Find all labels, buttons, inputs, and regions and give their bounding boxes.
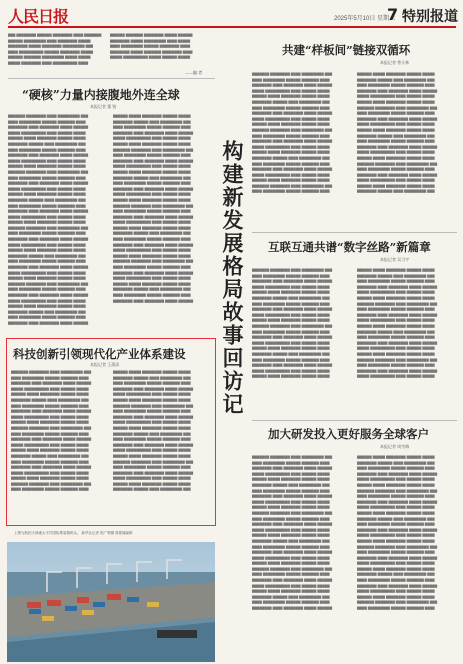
headline-digital: 互联互通共谱“数字丝路”新篇章	[268, 240, 431, 254]
image-caption: 上图为航拍天津港太平洋国际集装箱码头。 新华社记者 邢广利摄 周德闻编制	[14, 531, 133, 535]
article-body: ▇▇▇▇▇▇▇ ▇▇▇▇▇▇▇▇ ▇▇▇▇ ▇▇▇▇▇▇▇▇▇ ▇▇▇ ▇▇▇▇ ▇▇▇▇▇▇▇▇▇ ▇▇▇▇▇▇ ▇▇▇▇▇▇▇ ▇▇▇▇ ▇▇▇▇▇▇▇▇ ▇▇▇▇ ▇▇▇▇▇▇▇▇ ▇▇▇▇▇ ▇▇▇▇▇▇ ▇▇▇▇▇ ▇▇▇▇▇▇▇▇▇▇ ▇▇▇▇ ▇▇▇▇▇▇ ▇▇▇▇▇ ▇▇▇▇▇▇ ▇▇▇▇▇ ▇▇▇▇▇▇▇▇ ▇▇▇▇▇▇ ▇▇▇▇▇ ▇▇▇▇▇▇▇▇ ▇▇▇▇▇▇ ▇▇▇▇ ▇▇▇▇▇▇▇▇▇ ▇▇▇ ▇▇▇▇ ▇▇▇▇▇▇▇▇▇ ▇▇▇▇▇▇ ▇▇▇▇▇▇▇ ▇▇▇▇ ▇▇▇▇▇▇▇▇ ▇▇▇▇ ▇▇▇▇▇▇▇▇ ▇▇▇▇▇ ▇▇▇▇▇▇ ▇▇▇▇▇ ▇▇▇▇▇▇▇▇▇▇ ▇▇▇▇ ▇▇▇▇▇▇ ▇▇▇▇▇ ▇▇▇▇▇▇ ▇▇▇▇▇ ▇▇▇▇▇▇▇▇ ▇▇▇▇▇▇ ▇▇▇▇▇ ▇▇▇▇▇▇▇ ▇▇▇▇▇▇▇▇ ▇▇▇▇ ▇▇▇▇▇▇▇▇▇ ▇▇▇ ▇▇▇▇ ▇▇▇▇▇▇▇▇▇ ▇▇▇▇▇▇ ▇▇▇▇▇▇▇ ▇▇▇▇ ▇▇▇▇▇▇▇▇ ▇▇▇▇ ▇▇▇▇▇▇▇▇ ▇▇▇▇▇ ▇▇▇▇▇▇ ▇▇▇▇▇ ▇▇▇▇▇▇▇▇▇▇ ▇▇▇▇ ▇▇▇▇▇▇ ▇▇▇▇▇ ▇▇▇▇▇▇ ▇▇▇▇▇ ▇▇▇▇▇▇▇▇ ▇▇▇▇▇▇ ▇▇▇▇▇ ▇▇▇▇▇▇▇▇ ▇▇▇▇▇▇ ▇▇▇▇ ▇▇▇▇▇▇▇▇▇ ▇▇▇ ▇▇▇▇ ▇▇▇▇▇▇▇▇▇ ▇▇▇▇▇▇ ▇▇▇▇▇▇▇ ▇▇▇▇ ▇▇▇▇▇▇▇▇ ▇▇▇▇ ▇▇▇▇▇▇▇▇ ▇▇▇▇▇ ▇▇▇▇▇▇ ▇▇▇▇▇ ▇▇▇▇▇▇▇▇▇▇ ▇▇▇▇ ▇▇▇▇▇▇ ▇▇▇▇▇ ▇▇▇▇▇▇ ▇▇▇▇▇ ▇▇▇▇▇▇▇▇ ▇▇▇▇▇▇ ▇▇▇▇▇ ▇▇▇▇▇▇▇ ▇▇▇▇▇▇▇▇ ▇▇▇▇ ▇▇▇▇▇▇▇▇▇ ▇▇▇ ▇▇▇▇ ▇▇▇▇▇▇▇▇▇ ▇▇▇▇▇▇ ▇▇▇▇▇▇▇ ▇▇▇▇	[252, 72, 333, 194]
byline-digital: 本报记者 吴习宇	[380, 257, 410, 262]
byline-global: 本报记者 周雪梅	[380, 444, 410, 449]
port-aerial-image	[7, 542, 215, 662]
article-body: ▇▇▇▇▇▇▇ ▇▇▇▇▇▇▇▇ ▇▇▇▇ ▇▇▇▇▇▇▇▇▇ ▇▇▇ ▇▇▇▇ ▇▇▇▇▇▇▇▇▇ ▇▇▇▇▇▇ ▇▇▇▇▇▇▇ ▇▇▇▇ ▇▇▇▇▇▇▇▇ ▇▇▇▇ ▇▇▇▇▇▇▇▇ ▇▇▇▇▇ ▇▇▇▇▇▇ ▇▇▇▇▇ ▇▇▇▇▇▇▇▇▇▇ ▇▇▇▇ ▇▇▇▇▇▇ ▇▇▇▇▇ ▇▇▇▇▇▇ ▇▇▇▇▇ ▇▇▇▇▇▇▇▇ ▇▇▇▇▇▇ ▇▇▇▇▇ ▇▇▇▇▇▇▇▇ ▇▇▇▇▇▇ ▇▇▇▇ ▇▇▇▇▇▇▇▇▇ ▇▇▇ ▇▇▇▇ ▇▇▇▇▇▇▇▇▇ ▇▇▇▇▇▇ ▇▇▇▇▇▇▇ ▇▇▇▇ ▇▇▇▇▇▇▇▇ ▇▇▇▇ ▇▇▇▇▇▇▇▇ ▇▇▇▇▇ ▇▇▇▇▇▇ ▇▇▇▇▇ ▇▇▇▇▇▇▇▇▇▇ ▇▇▇▇ ▇▇▇▇▇▇ ▇▇▇▇▇ ▇▇▇▇▇▇ ▇▇▇▇▇ ▇▇▇▇▇▇▇▇ ▇▇▇▇▇▇ ▇▇▇▇▇ ▇▇▇▇▇▇▇ ▇▇▇▇▇▇▇▇ ▇▇▇▇ ▇▇▇▇▇▇▇▇▇ ▇▇▇ ▇▇▇▇ ▇▇▇▇▇▇▇▇▇ ▇▇▇▇▇▇ ▇▇▇▇▇▇▇ ▇▇▇▇ ▇▇▇▇▇▇▇▇ ▇▇▇▇ ▇▇▇▇▇▇▇▇ ▇▇▇▇▇ ▇▇▇▇▇▇ ▇▇▇▇▇ ▇▇▇▇▇▇▇▇▇▇ ▇▇▇▇ ▇▇▇▇▇▇ ▇▇▇▇▇ ▇▇▇▇▇▇ ▇▇▇▇▇ ▇▇▇▇▇▇▇▇ ▇▇▇▇▇▇ ▇▇▇▇▇ ▇▇▇▇▇▇▇▇ ▇▇▇▇▇▇ ▇▇▇▇ ▇▇▇▇▇▇▇▇▇ ▇▇▇ ▇▇▇▇ ▇▇▇▇▇▇▇▇▇ ▇▇▇▇▇▇ ▇▇▇▇▇▇▇ ▇▇▇▇ ▇▇▇▇▇▇▇▇ ▇▇▇▇ ▇▇▇▇▇▇▇▇ ▇▇▇▇▇ ▇▇▇▇▇▇ ▇▇▇▇▇ ▇▇▇▇▇▇▇▇▇▇ ▇▇▇▇ ▇▇▇▇▇▇ ▇▇▇▇▇ ▇▇▇▇▇▇ ▇▇▇▇▇ ▇▇▇▇▇▇▇▇ ▇▇▇▇▇▇ ▇▇▇▇▇ ▇▇▇▇▇▇▇ ▇▇▇▇▇▇▇▇ ▇▇▇▇ ▇▇▇▇▇▇▇▇▇ ▇▇▇ ▇▇▇▇ ▇▇▇▇▇▇▇▇▇ ▇▇▇▇▇▇ ▇▇▇▇▇▇▇ ▇▇▇▇ ▇▇▇▇▇▇▇▇ ▇▇▇▇ ▇▇▇▇▇▇▇▇ ▇▇▇▇▇ ▇▇▇▇▇▇ ▇▇▇▇▇ ▇▇▇▇▇▇▇▇▇▇ ▇▇▇▇ ▇▇▇▇▇▇ ▇▇▇▇▇ ▇▇▇▇▇▇ ▇▇▇▇▇ ▇▇▇▇▇▇▇▇ ▇▇▇▇▇▇ ▇▇▇▇▇ ▇▇▇▇▇▇▇▇ ▇▇▇▇▇▇ ▇▇▇▇ ▇▇▇▇▇▇▇▇▇ ▇▇▇ ▇▇▇▇ ▇▇▇▇▇▇▇▇▇ ▇▇▇▇▇▇ ▇▇▇▇▇▇▇ ▇▇▇▇ ▇▇▇▇▇▇▇▇ ▇▇▇▇ ▇▇▇▇▇▇▇▇ ▇▇▇▇▇ ▇▇▇▇▇▇ ▇▇▇▇▇ ▇▇▇▇▇▇▇▇▇▇ ▇▇▇▇ ▇▇▇▇▇▇ ▇▇▇▇▇ ▇▇▇▇▇▇ ▇▇▇▇▇ ▇▇▇▇▇▇▇▇ ▇▇▇▇▇▇ ▇▇▇▇▇ ▇▇▇▇▇▇▇ ▇▇▇▇▇▇▇▇ ▇▇▇▇ ▇▇▇▇▇▇▇▇▇ ▇▇▇ ▇▇▇▇ ▇▇▇▇▇▇▇▇▇ ▇▇▇▇▇▇ ▇▇▇▇▇▇▇ ▇▇▇▇ ▇▇▇▇▇▇▇▇ ▇▇▇▇ ▇▇▇▇▇▇▇▇ ▇▇▇▇▇ ▇▇▇▇▇▇ ▇▇▇▇▇ ▇▇▇▇▇▇▇▇▇▇ ▇▇▇▇ ▇▇▇▇▇▇ ▇▇▇▇▇ ▇▇▇▇▇▇ ▇▇▇▇▇ ▇▇▇▇▇▇▇▇ ▇▇▇▇▇▇ ▇▇▇▇▇ ▇▇▇▇▇▇▇▇ ▇▇▇▇▇▇ ▇▇▇▇ ▇▇▇▇▇▇▇▇▇ ▇▇▇ ▇▇▇▇ ▇▇▇▇▇▇▇▇▇ ▇▇▇▇▇▇ ▇▇▇▇▇▇▇ ▇▇▇▇ ▇▇▇▇▇▇▇▇ ▇▇▇▇ ▇▇▇▇▇▇▇▇ ▇▇▇▇▇ ▇▇▇▇▇▇	[8, 114, 89, 325]
article-body: ▇▇▇▇▇▇▇ ▇▇▇▇▇▇▇▇ ▇▇▇▇ ▇▇▇▇▇▇▇▇▇ ▇▇▇ ▇▇▇▇ ▇▇▇▇▇▇▇▇▇ ▇▇▇▇▇▇ ▇▇▇▇▇▇▇ ▇▇▇▇ ▇▇▇▇▇▇▇▇ ▇▇▇▇ ▇▇▇▇▇▇▇▇ ▇▇▇▇▇ ▇▇▇▇▇▇ ▇▇▇▇▇ ▇▇▇▇▇▇▇▇▇▇ ▇▇▇▇ ▇▇▇▇▇▇ ▇▇▇▇▇ ▇▇▇▇▇▇ ▇▇▇▇▇ ▇▇▇▇▇▇▇▇ ▇▇▇▇▇▇ ▇▇▇▇▇ ▇▇▇▇▇▇▇▇ ▇▇▇▇▇▇ ▇▇▇▇ ▇▇▇▇▇▇▇▇▇ ▇▇▇ ▇▇▇▇ ▇▇▇▇▇▇▇▇▇ ▇▇▇▇▇▇ ▇▇▇▇▇▇▇ ▇▇▇▇ ▇▇▇▇▇▇▇▇ ▇▇▇▇ ▇▇▇▇▇▇▇▇ ▇▇▇▇▇ ▇▇▇▇▇▇ ▇▇▇▇▇ ▇▇▇▇▇▇▇▇▇▇ ▇▇▇▇ ▇▇▇▇▇▇ ▇▇▇▇▇ ▇▇▇▇▇▇ ▇▇▇▇▇ ▇▇▇▇▇▇▇▇ ▇▇▇▇▇▇ ▇▇▇▇▇ ▇▇▇▇▇▇▇ ▇▇▇▇▇▇▇▇ ▇▇▇▇ ▇▇▇▇▇▇▇▇▇ ▇▇▇ ▇▇▇▇ ▇▇▇▇▇▇▇▇▇ ▇▇▇▇▇▇ ▇▇▇▇▇▇▇ ▇▇▇▇ ▇▇▇▇▇▇▇▇ ▇▇▇▇ ▇▇▇▇▇▇▇▇ ▇▇▇▇▇ ▇▇▇▇▇▇ ▇▇▇▇▇ ▇▇▇▇▇▇▇▇▇▇ ▇▇▇▇ ▇▇▇▇▇▇ ▇▇▇▇▇ ▇▇▇▇▇▇ ▇▇▇▇▇ ▇▇▇▇▇▇▇▇ ▇▇▇▇▇▇ ▇▇▇▇▇ ▇▇▇▇▇▇▇▇ ▇▇▇▇▇▇ ▇▇▇▇ ▇▇▇▇▇▇▇▇▇ ▇▇▇ ▇▇▇▇ ▇▇▇▇▇▇▇▇▇ ▇▇▇▇▇▇ ▇▇▇▇▇▇▇ ▇▇▇▇ ▇▇▇▇▇▇▇▇ ▇▇▇▇ ▇▇▇▇▇▇▇▇ ▇▇▇▇▇ ▇▇▇▇▇▇ ▇▇▇▇▇ ▇▇▇▇▇▇▇▇▇▇ ▇▇▇▇ ▇▇▇▇▇▇ ▇▇▇▇▇ ▇▇▇▇▇▇ ▇▇▇▇▇ ▇▇▇▇▇▇▇▇ ▇▇▇▇▇▇ ▇▇▇▇▇ ▇▇▇▇▇▇▇ ▇▇▇▇▇▇▇▇ ▇▇▇▇ ▇▇▇▇▇▇▇▇▇ ▇▇▇ ▇▇▇▇ ▇▇▇▇▇▇▇▇▇ ▇▇▇▇▇▇ ▇▇▇▇▇▇▇ ▇▇▇▇ ▇▇▇▇▇▇▇▇ ▇▇▇▇ ▇▇▇▇▇▇▇▇ ▇▇▇▇▇ ▇▇▇▇▇▇ ▇▇▇▇▇ ▇▇▇▇▇▇▇▇▇▇ ▇▇▇▇ ▇▇▇▇▇▇ ▇▇▇▇▇ ▇▇▇▇▇▇ ▇▇▇▇▇ ▇▇▇▇▇▇▇▇ ▇▇▇▇▇▇ ▇▇▇▇▇ ▇▇▇▇▇▇▇▇ ▇▇▇▇▇▇ ▇▇▇▇ ▇▇▇▇▇▇▇▇▇ ▇▇▇ ▇▇▇▇ ▇▇▇▇▇▇▇▇▇ ▇▇▇▇▇▇ ▇▇▇▇▇▇▇ ▇▇▇▇ ▇▇▇▇▇▇▇▇ ▇▇▇▇ ▇▇▇▇▇▇▇▇ ▇▇▇▇▇ ▇▇▇▇▇▇	[252, 455, 333, 611]
byline-win-win: 本报记者 曾天林	[380, 60, 410, 65]
divider	[8, 78, 215, 79]
divider	[252, 232, 457, 233]
intro-text-2: ▇▇▇▇▇▇ ▇▇▇▇▇▇▇ ▇▇▇▇▇▇▇▇ ▇▇▇▇▇ ▇▇▇▇▇▇ ▇▇▇▇▇▇▇▇ ▇▇▇▇▇ ▇▇▇▇▇▇▇▇▇ ▇▇▇▇ ▇▇▇▇▇ ▇▇▇▇ ▇▇▇▇▇▇▇▇▇ ▇▇▇▇▇▇ ▇▇▇▇▇▇▇▇ ▇▇▇▇ ▇▇▇▇▇▇▇▇ ▇▇▇▇▇ ▇▇▇▇▇▇▇ ▇▇▇▇▇▇▇▇ ▇▇▇▇ ▇▇▇▇▇ ▇▇▇▇▇▇▇▇▇▇ ▇▇▇▇▇ ▇▇▇▇▇▇ ▇▇▇▇▇	[110, 33, 193, 60]
section-title: 特别报道	[402, 9, 458, 25]
intro-text: ▇▇▇ ▇▇▇▇▇▇▇▇ ▇▇▇▇▇▇ ▇▇▇▇▇▇▇▇ ▇▇▇▇ ▇▇▇▇▇▇▇ ▇▇▇▇▇▇ ▇▇▇▇▇▇▇▇▇ ▇▇▇▇ ▇▇▇▇▇▇▇▇ ▇▇▇▇▇ ▇▇▇▇▇▇▇▇ ▇▇▇▇▇ ▇▇▇▇▇▇▇▇ ▇▇▇▇▇▇▇▇▇ ▇▇▇ ▇▇▇▇ ▇▇▇▇▇▇▇▇▇▇ ▇▇▇▇▇▇ ▇▇▇▇▇▇▇▇ ▇▇▇▇▇ ▇▇▇▇▇▇ ▇▇▇▇▇▇▇ ▇▇▇▇▇▇▇▇▇ ▇▇▇▇▇ ▇▇▇▇▇ ▇▇▇▇▇ ▇▇▇▇▇▇▇▇ ▇▇▇▇ ▇▇▇▇▇▇▇▇▇▇ ▇▇▇▇	[8, 33, 102, 65]
masthead	[4, 4, 459, 26]
article-body: ▇▇▇▇▇▇ ▇▇▇▇▇ ▇▇▇▇▇▇▇▇ ▇▇▇▇▇▇ ▇▇▇▇▇ ▇▇▇▇▇▇▇▇ ▇▇▇▇▇▇ ▇▇▇▇ ▇▇▇▇▇▇▇▇▇ ▇▇▇ ▇▇▇▇ ▇▇▇▇▇▇▇▇▇ ▇▇▇▇▇▇ ▇▇▇▇▇▇▇ ▇▇▇▇ ▇▇▇▇▇▇▇▇ ▇▇▇▇ ▇▇▇▇▇▇▇▇ ▇▇▇▇▇ ▇▇▇▇▇▇ ▇▇▇▇▇ ▇▇▇▇▇▇▇▇▇▇ ▇▇▇▇ ▇▇▇▇▇▇ ▇▇▇▇▇ ▇▇▇▇▇▇ ▇▇▇▇▇ ▇▇▇▇▇▇▇▇ ▇▇▇▇▇▇ ▇▇▇▇▇ ▇▇▇▇▇▇▇ ▇▇▇▇▇▇▇▇ ▇▇▇▇ ▇▇▇▇▇▇▇▇▇ ▇▇▇ ▇▇▇▇ ▇▇▇▇▇▇▇▇▇ ▇▇▇▇▇▇ ▇▇▇▇▇▇▇ ▇▇▇▇ ▇▇▇▇▇▇▇▇ ▇▇▇▇ ▇▇▇▇▇▇▇▇ ▇▇▇▇▇ ▇▇▇▇▇▇ ▇▇▇▇▇ ▇▇▇▇▇▇▇▇▇▇ ▇▇▇▇ ▇▇▇▇▇▇ ▇▇▇▇▇ ▇▇▇▇▇▇ ▇▇▇▇▇ ▇▇▇▇▇▇▇▇ ▇▇▇▇▇▇ ▇▇▇▇▇ ▇▇▇▇▇▇▇▇ ▇▇▇▇▇▇ ▇▇▇▇ ▇▇▇▇▇▇▇▇▇ ▇▇▇ ▇▇▇▇ ▇▇▇▇▇▇▇▇▇ ▇▇▇▇▇▇ ▇▇▇▇▇▇▇ ▇▇▇▇ ▇▇▇▇▇▇▇▇ ▇▇▇▇ ▇▇▇▇▇▇▇▇ ▇▇▇▇▇ ▇▇▇▇▇▇ ▇▇▇▇▇ ▇▇▇▇▇▇▇▇▇▇ ▇▇▇▇ ▇▇▇▇▇▇ ▇▇▇▇▇ ▇▇▇▇▇▇ ▇▇▇▇▇ ▇▇▇▇▇▇▇▇ ▇▇▇▇▇▇ ▇▇▇▇▇ ▇▇▇▇▇▇▇ ▇▇▇▇▇▇▇▇ ▇▇▇▇ ▇▇▇▇▇▇▇▇▇ ▇▇▇ ▇▇▇▇ ▇▇▇▇▇▇▇▇▇ ▇▇▇▇▇▇ ▇▇▇▇▇▇▇ ▇▇▇▇ ▇▇▇▇▇▇▇▇ ▇▇▇▇ ▇▇▇▇▇▇▇▇ ▇▇▇▇▇ ▇▇▇▇▇▇ ▇▇▇▇▇ ▇▇▇▇▇▇▇▇▇▇ ▇▇▇▇ ▇▇▇▇▇▇ ▇▇▇▇▇ ▇▇▇▇▇▇ ▇▇▇▇▇ ▇▇▇▇▇▇▇▇ ▇▇▇▇▇▇ ▇▇▇▇▇ ▇▇▇▇▇▇▇▇ ▇▇▇▇▇▇ ▇▇▇▇ ▇▇▇▇▇▇▇▇▇ ▇▇▇ ▇▇▇▇ ▇▇▇▇▇▇▇▇▇ ▇▇▇▇▇▇ ▇▇▇▇▇▇▇ ▇▇▇▇ ▇▇▇▇▇▇▇▇ ▇▇▇▇ ▇▇▇▇▇▇▇▇ ▇▇▇▇▇ ▇▇▇▇▇▇ ▇▇▇▇▇ ▇▇▇▇▇▇▇▇▇▇ ▇▇▇▇ ▇▇▇▇▇▇ ▇▇▇▇▇ ▇▇▇▇▇▇ ▇▇▇▇▇ ▇▇▇▇▇▇▇▇ ▇▇▇▇▇▇ ▇▇▇▇▇ ▇▇▇▇▇▇▇ ▇▇▇▇▇▇▇▇ ▇▇▇▇ ▇▇▇▇▇▇▇▇▇ ▇▇▇ ▇▇▇▇ ▇▇▇▇▇▇▇▇▇ ▇▇▇▇▇▇ ▇▇▇▇▇▇▇ ▇▇▇▇ ▇▇▇▇▇▇▇▇ ▇▇▇▇ ▇▇▇▇▇▇▇▇ ▇▇▇▇▇ ▇▇▇▇▇▇ ▇▇▇▇▇ ▇▇▇▇▇▇▇▇▇▇ ▇▇▇▇ ▇▇▇▇▇▇ ▇▇▇▇▇ ▇▇▇▇▇▇ ▇▇▇▇▇ ▇▇▇▇▇▇▇▇ ▇▇▇▇▇▇ ▇▇▇▇▇ ▇▇▇▇▇▇▇▇ ▇▇▇▇▇▇ ▇▇▇▇ ▇▇▇▇▇▇▇▇▇ ▇▇▇ ▇▇▇▇ ▇▇▇▇▇▇▇▇▇ ▇▇▇▇▇▇ ▇▇▇▇▇▇▇ ▇▇▇▇ ▇▇▇▇▇▇▇▇ ▇▇▇▇ ▇▇▇▇▇▇▇▇ ▇▇▇▇▇ ▇▇▇▇▇▇	[113, 114, 194, 303]
divider	[252, 420, 457, 421]
masthead-rule	[8, 26, 456, 28]
issue-date: 2025年5月10日 星期六	[334, 16, 396, 22]
headline-global: 加大研发投入更好服务全球客户	[268, 427, 429, 441]
headline-win-win: 共建“样板间”链接双循环	[282, 43, 411, 57]
byline-tech: 本报记者 王蒲清	[90, 362, 120, 367]
article-body: ▇▇▇▇▇▇▇ ▇▇▇▇▇▇▇▇ ▇▇▇▇ ▇▇▇▇▇▇▇▇▇ ▇▇▇ ▇▇▇▇ ▇▇▇▇▇▇▇▇▇ ▇▇▇▇▇▇ ▇▇▇▇▇▇▇ ▇▇▇▇ ▇▇▇▇▇▇▇▇ ▇▇▇▇ ▇▇▇▇▇▇▇▇ ▇▇▇▇▇ ▇▇▇▇▇▇ ▇▇▇▇▇ ▇▇▇▇▇▇▇▇▇▇ ▇▇▇▇ ▇▇▇▇▇▇ ▇▇▇▇▇ ▇▇▇▇▇▇ ▇▇▇▇▇ ▇▇▇▇▇▇▇▇ ▇▇▇▇▇▇ ▇▇▇▇▇ ▇▇▇▇▇▇▇▇ ▇▇▇▇▇▇ ▇▇▇▇ ▇▇▇▇▇▇▇▇▇ ▇▇▇ ▇▇▇▇ ▇▇▇▇▇▇▇▇▇ ▇▇▇▇▇▇ ▇▇▇▇▇▇▇ ▇▇▇▇ ▇▇▇▇▇▇▇▇ ▇▇▇▇ ▇▇▇▇▇▇▇▇ ▇▇▇▇▇ ▇▇▇▇▇▇ ▇▇▇▇▇ ▇▇▇▇▇▇▇▇▇▇ ▇▇▇▇ ▇▇▇▇▇▇ ▇▇▇▇▇ ▇▇▇▇▇▇ ▇▇▇▇▇ ▇▇▇▇▇▇▇▇ ▇▇▇▇▇▇ ▇▇▇▇▇ ▇▇▇▇▇▇▇ ▇▇▇▇▇▇▇▇ ▇▇▇▇ ▇▇▇▇▇▇▇▇▇ ▇▇▇ ▇▇▇▇ ▇▇▇▇▇▇▇▇▇ ▇▇▇▇▇▇ ▇▇▇▇▇▇▇ ▇▇▇▇ ▇▇▇▇▇▇▇▇ ▇▇▇▇ ▇▇▇▇▇▇▇▇ ▇▇▇▇▇ ▇▇▇▇▇▇ ▇▇▇▇▇ ▇▇▇▇▇▇▇▇▇▇ ▇▇▇▇ ▇▇▇▇▇▇ ▇▇▇▇▇ ▇▇▇▇▇▇ ▇▇▇▇▇ ▇▇▇▇▇▇▇▇ ▇▇▇▇▇▇ ▇▇▇▇▇ ▇▇▇▇▇▇▇▇ ▇▇▇▇▇▇ ▇▇▇▇ ▇▇▇▇▇▇▇▇▇ ▇▇▇ ▇▇▇▇ ▇▇▇▇▇▇▇▇▇ ▇▇▇▇▇▇ ▇▇▇▇▇▇▇ ▇▇▇▇ ▇▇▇▇▇▇▇▇ ▇▇▇▇ ▇▇▇▇▇▇▇▇ ▇▇▇▇▇ ▇▇▇▇▇▇ ▇▇▇▇▇ ▇▇▇▇▇▇▇▇▇▇ ▇▇▇▇ ▇▇▇▇▇▇ ▇▇▇▇▇ ▇▇▇▇▇▇ ▇▇▇▇▇ ▇▇▇▇▇▇▇▇ ▇▇▇▇▇▇ ▇▇▇▇▇ ▇▇▇▇▇▇▇ ▇▇▇▇▇▇▇▇ ▇▇▇▇ ▇▇▇▇▇▇▇▇▇ ▇▇▇ ▇▇▇▇ ▇▇▇▇▇▇▇▇▇ ▇▇▇▇▇▇ ▇▇▇▇▇▇▇ ▇▇▇▇	[11, 370, 92, 492]
editor-signature: ——编 者	[185, 70, 203, 75]
article-body: ▇▇▇▇▇▇ ▇▇▇▇▇ ▇▇▇▇▇▇▇▇ ▇▇▇▇▇▇ ▇▇▇▇▇ ▇▇▇▇▇▇▇▇ ▇▇▇▇▇▇ ▇▇▇▇ ▇▇▇▇▇▇▇▇▇ ▇▇▇ ▇▇▇▇ ▇▇▇▇▇▇▇▇▇ ▇▇▇▇▇▇ ▇▇▇▇▇▇▇ ▇▇▇▇ ▇▇▇▇▇▇▇▇ ▇▇▇▇ ▇▇▇▇▇▇▇▇ ▇▇▇▇▇ ▇▇▇▇▇▇ ▇▇▇▇▇ ▇▇▇▇▇▇▇▇▇▇ ▇▇▇▇ ▇▇▇▇▇▇ ▇▇▇▇▇ ▇▇▇▇▇▇ ▇▇▇▇▇ ▇▇▇▇▇▇▇▇ ▇▇▇▇▇▇ ▇▇▇▇▇ ▇▇▇▇▇▇▇ ▇▇▇▇▇▇▇▇ ▇▇▇▇ ▇▇▇▇▇▇▇▇▇ ▇▇▇ ▇▇▇▇ ▇▇▇▇▇▇▇▇▇ ▇▇▇▇▇▇ ▇▇▇▇▇▇▇ ▇▇▇▇ ▇▇▇▇▇▇▇▇ ▇▇▇▇ ▇▇▇▇▇▇▇▇ ▇▇▇▇▇ ▇▇▇▇▇▇ ▇▇▇▇▇ ▇▇▇▇▇▇▇▇▇▇ ▇▇▇▇ ▇▇▇▇▇▇ ▇▇▇▇▇ ▇▇▇▇▇▇ ▇▇▇▇▇ ▇▇▇▇▇▇▇▇ ▇▇▇▇▇▇ ▇▇▇▇▇ ▇▇▇▇▇▇▇▇ ▇▇▇▇▇▇ ▇▇▇▇ ▇▇▇▇▇▇▇▇▇ ▇▇▇ ▇▇▇▇ ▇▇▇▇▇▇▇▇▇ ▇▇▇▇▇▇ ▇▇▇▇▇▇▇ ▇▇▇▇ ▇▇▇▇▇▇▇▇ ▇▇▇▇ ▇▇▇▇▇▇▇▇ ▇▇▇▇▇ ▇▇▇▇▇▇ ▇▇▇▇▇ ▇▇▇▇▇▇▇▇▇▇ ▇▇▇▇ ▇▇▇▇▇▇ ▇▇▇▇▇ ▇▇▇▇▇▇ ▇▇▇▇▇ ▇▇▇▇▇▇▇▇ ▇▇▇▇▇▇ ▇▇▇▇▇ ▇▇▇▇▇▇▇ ▇▇▇▇▇▇▇▇ ▇▇▇▇ ▇▇▇▇▇▇▇▇▇ ▇▇▇ ▇▇▇▇ ▇▇▇▇▇▇▇▇▇ ▇▇▇▇▇▇ ▇▇▇▇▇▇▇ ▇▇▇▇ ▇▇▇▇▇▇▇▇ ▇▇▇▇ ▇▇▇▇▇▇▇▇ ▇▇▇▇▇ ▇▇▇▇▇▇ ▇▇▇▇▇ ▇▇▇▇▇▇▇▇▇▇ ▇▇▇▇ ▇▇▇▇▇▇ ▇▇▇▇▇	[357, 268, 438, 379]
article-body: ▇▇▇▇▇▇▇ ▇▇▇▇▇▇▇▇ ▇▇▇▇ ▇▇▇▇▇▇▇▇▇ ▇▇▇ ▇▇▇▇ ▇▇▇▇▇▇▇▇▇ ▇▇▇▇▇▇ ▇▇▇▇▇▇▇ ▇▇▇▇ ▇▇▇▇▇▇▇▇ ▇▇▇▇ ▇▇▇▇▇▇▇▇ ▇▇▇▇▇ ▇▇▇▇▇▇ ▇▇▇▇▇ ▇▇▇▇▇▇▇▇▇▇ ▇▇▇▇ ▇▇▇▇▇▇ ▇▇▇▇▇ ▇▇▇▇▇▇ ▇▇▇▇▇ ▇▇▇▇▇▇▇▇ ▇▇▇▇▇▇ ▇▇▇▇▇ ▇▇▇▇▇▇▇▇ ▇▇▇▇▇▇ ▇▇▇▇ ▇▇▇▇▇▇▇▇▇ ▇▇▇ ▇▇▇▇ ▇▇▇▇▇▇▇▇▇ ▇▇▇▇▇▇ ▇▇▇▇▇▇▇ ▇▇▇▇ ▇▇▇▇▇▇▇▇ ▇▇▇▇ ▇▇▇▇▇▇▇▇ ▇▇▇▇▇ ▇▇▇▇▇▇ ▇▇▇▇▇ ▇▇▇▇▇▇▇▇▇▇ ▇▇▇▇ ▇▇▇▇▇▇ ▇▇▇▇▇ ▇▇▇▇▇▇ ▇▇▇▇▇ ▇▇▇▇▇▇▇▇ ▇▇▇▇▇▇ ▇▇▇▇▇ ▇▇▇▇▇▇▇ ▇▇▇▇▇▇▇▇ ▇▇▇▇ ▇▇▇▇▇▇▇▇▇ ▇▇▇ ▇▇▇▇ ▇▇▇▇▇▇▇▇▇ ▇▇▇▇▇▇ ▇▇▇▇▇▇▇ ▇▇▇▇ ▇▇▇▇▇▇▇▇ ▇▇▇▇ ▇▇▇▇▇▇▇▇ ▇▇▇▇▇ ▇▇▇▇▇▇ ▇▇▇▇▇ ▇▇▇▇▇▇▇▇▇▇ ▇▇▇▇ ▇▇▇▇▇▇ ▇▇▇▇▇ ▇▇▇▇▇▇ ▇▇▇▇▇ ▇▇▇▇▇▇▇▇ ▇▇▇▇▇▇ ▇▇▇▇▇ ▇▇▇▇▇▇▇▇ ▇▇▇▇▇▇ ▇▇▇▇ ▇▇▇▇▇▇▇▇▇ ▇▇▇ ▇▇▇▇ ▇▇▇▇▇▇▇▇▇ ▇▇▇▇▇▇ ▇▇▇▇▇▇▇ ▇▇▇▇ ▇▇▇▇▇▇▇▇ ▇▇▇▇ ▇▇▇▇▇▇▇▇ ▇▇▇▇▇ ▇▇▇▇▇▇ ▇▇▇▇▇ ▇▇▇▇▇▇▇▇▇▇ ▇▇▇▇ ▇▇▇▇▇▇ ▇▇▇▇▇ ▇▇▇▇▇▇ ▇▇▇▇▇ ▇▇▇▇▇▇▇▇ ▇▇▇▇▇▇ ▇▇▇▇▇	[252, 268, 333, 379]
article-body: ▇▇▇▇▇▇ ▇▇▇▇▇ ▇▇▇▇▇▇▇▇ ▇▇▇▇▇▇ ▇▇▇▇▇ ▇▇▇▇▇▇▇▇ ▇▇▇▇▇▇ ▇▇▇▇ ▇▇▇▇▇▇▇▇▇ ▇▇▇ ▇▇▇▇ ▇▇▇▇▇▇▇▇▇ ▇▇▇▇▇▇ ▇▇▇▇▇▇▇ ▇▇▇▇ ▇▇▇▇▇▇▇▇ ▇▇▇▇ ▇▇▇▇▇▇▇▇ ▇▇▇▇▇ ▇▇▇▇▇▇ ▇▇▇▇▇ ▇▇▇▇▇▇▇▇▇▇ ▇▇▇▇ ▇▇▇▇▇▇ ▇▇▇▇▇ ▇▇▇▇▇▇ ▇▇▇▇▇ ▇▇▇▇▇▇▇▇ ▇▇▇▇▇▇ ▇▇▇▇▇ ▇▇▇▇▇▇▇ ▇▇▇▇▇▇▇▇ ▇▇▇▇ ▇▇▇▇▇▇▇▇▇ ▇▇▇ ▇▇▇▇ ▇▇▇▇▇▇▇▇▇ ▇▇▇▇▇▇ ▇▇▇▇▇▇▇ ▇▇▇▇ ▇▇▇▇▇▇▇▇ ▇▇▇▇ ▇▇▇▇▇▇▇▇ ▇▇▇▇▇ ▇▇▇▇▇▇ ▇▇▇▇▇ ▇▇▇▇▇▇▇▇▇▇ ▇▇▇▇ ▇▇▇▇▇▇ ▇▇▇▇▇ ▇▇▇▇▇▇ ▇▇▇▇▇ ▇▇▇▇▇▇▇▇ ▇▇▇▇▇▇ ▇▇▇▇▇ ▇▇▇▇▇▇▇▇ ▇▇▇▇▇▇ ▇▇▇▇ ▇▇▇▇▇▇▇▇▇ ▇▇▇ ▇▇▇▇ ▇▇▇▇▇▇▇▇▇ ▇▇▇▇▇▇ ▇▇▇▇▇▇▇ ▇▇▇▇ ▇▇▇▇▇▇▇▇ ▇▇▇▇ ▇▇▇▇▇▇▇▇ ▇▇▇▇▇ ▇▇▇▇▇▇ ▇▇▇▇▇ ▇▇▇▇▇▇▇▇▇▇ ▇▇▇▇ ▇▇▇▇▇▇ ▇▇▇▇▇ ▇▇▇▇▇▇ ▇▇▇▇▇ ▇▇▇▇▇▇▇▇ ▇▇▇▇▇▇ ▇▇▇▇▇ ▇▇▇▇▇▇▇ ▇▇▇▇▇▇▇▇ ▇▇▇▇ ▇▇▇▇▇▇▇▇▇ ▇▇▇ ▇▇▇▇ ▇▇▇▇▇▇▇▇▇ ▇▇▇▇▇▇ ▇▇▇▇▇▇▇ ▇▇▇▇ ▇▇▇▇▇▇▇▇ ▇▇▇▇ ▇▇▇▇▇▇▇▇ ▇▇▇▇▇ ▇▇▇▇▇▇ ▇▇▇▇▇ ▇▇▇▇▇▇▇▇▇▇ ▇▇▇▇ ▇▇▇▇▇▇ ▇▇▇▇▇ ▇▇▇▇▇▇ ▇▇▇▇▇ ▇▇▇▇▇▇▇▇ ▇▇▇▇▇▇ ▇▇▇▇▇ ▇▇▇▇▇▇▇▇ ▇▇▇▇▇▇ ▇▇▇▇ ▇▇▇▇▇▇▇▇▇ ▇▇▇	[357, 72, 438, 194]
page-number: 7	[387, 5, 399, 24]
byline-hard-link: 本报记者 董 锐	[90, 104, 117, 109]
feature-title: 构建新发展格局故事回访记	[220, 140, 245, 416]
newspaper-logo: 人民日报	[8, 7, 69, 26]
article-body: ▇▇▇▇▇▇ ▇▇▇▇▇ ▇▇▇▇▇▇▇▇ ▇▇▇▇▇▇ ▇▇▇▇▇ ▇▇▇▇▇▇▇▇ ▇▇▇▇▇▇ ▇▇▇▇ ▇▇▇▇▇▇▇▇▇ ▇▇▇ ▇▇▇▇ ▇▇▇▇▇▇▇▇▇ ▇▇▇▇▇▇ ▇▇▇▇▇▇▇ ▇▇▇▇ ▇▇▇▇▇▇▇▇ ▇▇▇▇ ▇▇▇▇▇▇▇▇ ▇▇▇▇▇ ▇▇▇▇▇▇ ▇▇▇▇▇ ▇▇▇▇▇▇▇▇▇▇ ▇▇▇▇ ▇▇▇▇▇▇ ▇▇▇▇▇ ▇▇▇▇▇▇ ▇▇▇▇▇ ▇▇▇▇▇▇▇▇ ▇▇▇▇▇▇ ▇▇▇▇▇ ▇▇▇▇▇▇▇ ▇▇▇▇▇▇▇▇ ▇▇▇▇ ▇▇▇▇▇▇▇▇▇ ▇▇▇ ▇▇▇▇ ▇▇▇▇▇▇▇▇▇ ▇▇▇▇▇▇ ▇▇▇▇▇▇▇ ▇▇▇▇ ▇▇▇▇▇▇▇▇ ▇▇▇▇ ▇▇▇▇▇▇▇▇ ▇▇▇▇▇ ▇▇▇▇▇▇ ▇▇▇▇▇ ▇▇▇▇▇▇▇▇▇▇ ▇▇▇▇ ▇▇▇▇▇▇ ▇▇▇▇▇ ▇▇▇▇▇▇ ▇▇▇▇▇ ▇▇▇▇▇▇▇▇ ▇▇▇▇▇▇ ▇▇▇▇▇ ▇▇▇▇▇▇▇▇ ▇▇▇▇▇▇ ▇▇▇▇ ▇▇▇▇▇▇▇▇▇ ▇▇▇ ▇▇▇▇ ▇▇▇▇▇▇▇▇▇ ▇▇▇▇▇▇ ▇▇▇▇▇▇▇ ▇▇▇▇ ▇▇▇▇▇▇▇▇ ▇▇▇▇ ▇▇▇▇▇▇▇▇ ▇▇▇▇▇ ▇▇▇▇▇▇ ▇▇▇▇▇ ▇▇▇▇▇▇▇▇▇▇ ▇▇▇▇ ▇▇▇▇▇▇ ▇▇▇▇▇ ▇▇▇▇▇▇ ▇▇▇▇▇ ▇▇▇▇▇▇▇▇ ▇▇▇▇▇▇ ▇▇▇▇▇ ▇▇▇▇▇▇▇ ▇▇▇▇▇▇▇▇ ▇▇▇▇ ▇▇▇▇▇▇▇▇▇ ▇▇▇ ▇▇▇▇ ▇▇▇▇▇▇▇▇▇ ▇▇▇▇▇▇ ▇▇▇▇▇▇▇ ▇▇▇▇ ▇▇▇▇▇▇▇▇ ▇▇▇▇ ▇▇▇▇▇▇▇▇ ▇▇▇▇▇ ▇▇▇▇▇▇ ▇▇▇▇▇ ▇▇▇▇▇▇▇▇▇▇ ▇▇▇▇ ▇▇▇▇▇▇ ▇▇▇▇▇ ▇▇▇▇▇▇ ▇▇▇▇▇ ▇▇▇▇▇▇▇▇ ▇▇▇▇▇▇ ▇▇▇▇▇ ▇▇▇▇▇▇▇▇ ▇▇▇▇▇▇ ▇▇▇▇ ▇▇▇▇▇▇▇▇▇ ▇▇▇ ▇▇▇▇ ▇▇▇▇▇▇▇▇▇ ▇▇▇▇▇▇ ▇▇▇▇▇▇▇ ▇▇▇▇ ▇▇▇▇▇▇▇▇ ▇▇▇▇ ▇▇▇▇▇▇▇▇ ▇▇▇▇▇ ▇▇▇▇▇▇ ▇▇▇▇▇ ▇▇▇▇▇▇▇▇▇▇ ▇▇▇▇ ▇▇▇▇▇▇ ▇▇▇▇▇ ▇▇▇▇▇▇ ▇▇▇▇▇ ▇▇▇▇▇▇▇▇ ▇▇▇▇▇▇ ▇▇▇▇▇ ▇▇▇▇▇▇▇ ▇▇▇▇▇▇▇▇ ▇▇▇▇ ▇▇▇▇▇▇▇▇▇ ▇▇▇ ▇▇▇▇ ▇▇▇▇▇▇▇▇▇ ▇▇▇▇▇▇ ▇▇▇▇▇▇▇ ▇▇▇▇	[357, 455, 438, 611]
port-photo	[7, 542, 215, 662]
headline-hard-link: “硬核”力量内接腹地外连全球	[22, 88, 180, 102]
headline-tech: 科技创新引领现代化产业体系建设	[13, 347, 186, 361]
article-body: ▇▇▇▇▇▇ ▇▇▇▇▇ ▇▇▇▇▇▇▇▇ ▇▇▇▇▇▇ ▇▇▇▇▇ ▇▇▇▇▇▇▇▇ ▇▇▇▇▇▇ ▇▇▇▇ ▇▇▇▇▇▇▇▇▇ ▇▇▇ ▇▇▇▇ ▇▇▇▇▇▇▇▇▇ ▇▇▇▇▇▇ ▇▇▇▇▇▇▇ ▇▇▇▇ ▇▇▇▇▇▇▇▇ ▇▇▇▇ ▇▇▇▇▇▇▇▇ ▇▇▇▇▇ ▇▇▇▇▇▇ ▇▇▇▇▇ ▇▇▇▇▇▇▇▇▇▇ ▇▇▇▇ ▇▇▇▇▇▇ ▇▇▇▇▇ ▇▇▇▇▇▇ ▇▇▇▇▇ ▇▇▇▇▇▇▇▇ ▇▇▇▇▇▇ ▇▇▇▇▇ ▇▇▇▇▇▇▇ ▇▇▇▇▇▇▇▇ ▇▇▇▇ ▇▇▇▇▇▇▇▇▇ ▇▇▇ ▇▇▇▇ ▇▇▇▇▇▇▇▇▇ ▇▇▇▇▇▇ ▇▇▇▇▇▇▇ ▇▇▇▇ ▇▇▇▇▇▇▇▇ ▇▇▇▇ ▇▇▇▇▇▇▇▇ ▇▇▇▇▇ ▇▇▇▇▇▇ ▇▇▇▇▇ ▇▇▇▇▇▇▇▇▇▇ ▇▇▇▇ ▇▇▇▇▇▇ ▇▇▇▇▇ ▇▇▇▇▇▇ ▇▇▇▇▇ ▇▇▇▇▇▇▇▇ ▇▇▇▇▇▇ ▇▇▇▇▇ ▇▇▇▇▇▇▇▇ ▇▇▇▇▇▇ ▇▇▇▇ ▇▇▇▇▇▇▇▇▇ ▇▇▇ ▇▇▇▇ ▇▇▇▇▇▇▇▇▇ ▇▇▇▇▇▇ ▇▇▇▇▇▇▇ ▇▇▇▇ ▇▇▇▇▇▇▇▇ ▇▇▇▇ ▇▇▇▇▇▇▇▇ ▇▇▇▇▇ ▇▇▇▇▇▇ ▇▇▇▇▇ ▇▇▇▇▇▇▇▇▇▇ ▇▇▇▇ ▇▇▇▇▇▇ ▇▇▇▇▇ ▇▇▇▇▇▇ ▇▇▇▇▇ ▇▇▇▇▇▇▇▇ ▇▇▇▇▇▇ ▇▇▇▇▇ ▇▇▇▇▇▇▇ ▇▇▇▇▇▇▇▇ ▇▇▇▇ ▇▇▇▇▇▇▇▇▇ ▇▇▇ ▇▇▇▇ ▇▇▇▇▇▇▇▇▇ ▇▇▇▇▇▇ ▇▇▇▇▇▇▇ ▇▇▇▇ ▇▇▇▇▇▇▇▇ ▇▇▇▇ ▇▇▇▇▇▇▇▇ ▇▇▇▇▇ ▇▇▇▇▇▇ ▇▇▇▇▇ ▇▇▇▇▇▇▇▇▇▇ ▇▇▇▇ ▇▇▇▇▇▇ ▇▇▇▇▇ ▇▇▇▇▇▇ ▇▇▇▇▇ ▇▇▇▇▇▇▇▇ ▇▇▇▇▇▇ ▇▇▇▇▇ ▇▇▇▇▇▇▇▇ ▇▇▇▇▇▇ ▇▇▇▇ ▇▇▇▇▇▇▇▇▇ ▇▇▇	[113, 370, 194, 492]
